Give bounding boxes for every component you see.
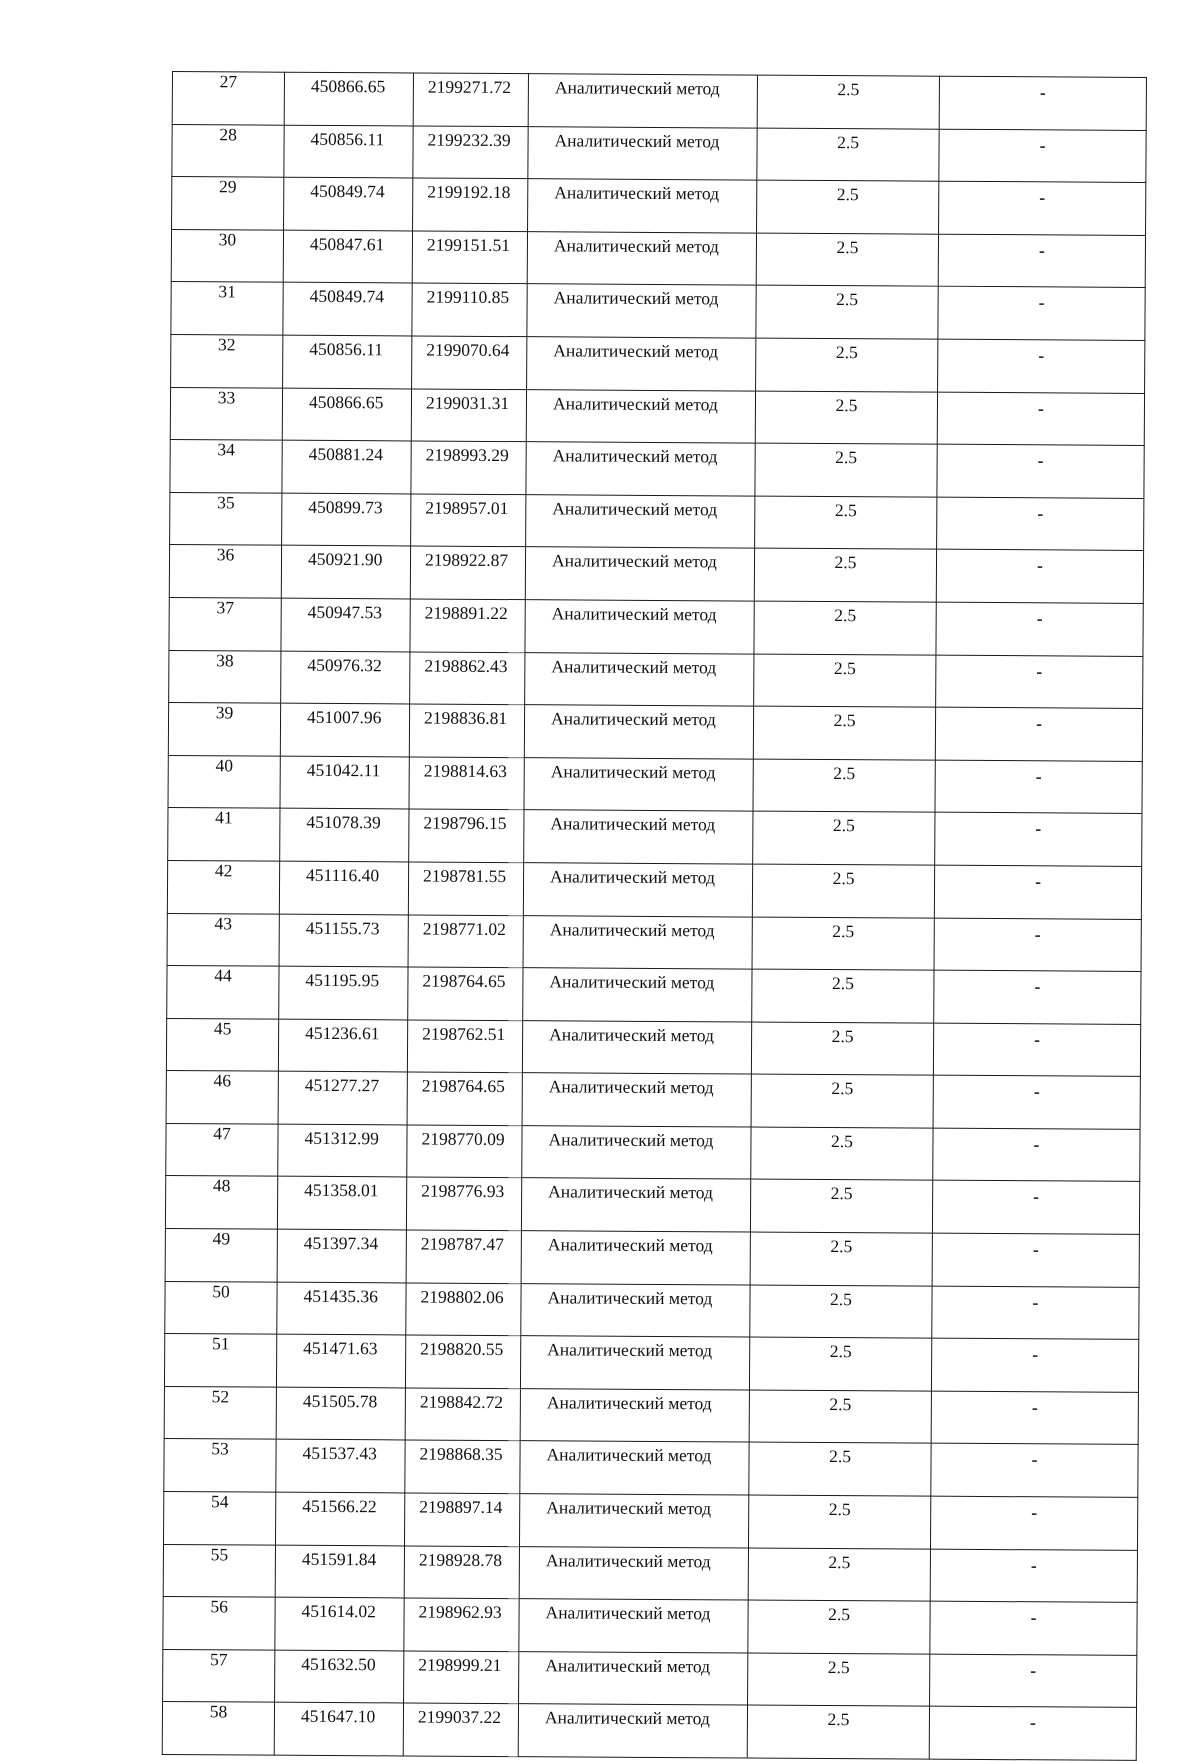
method-cell: Аналитический метод	[522, 1073, 751, 1127]
accuracy-cell: 2.5	[756, 338, 938, 392]
table-row	[169, 597, 1143, 656]
y-coordinate-cell: 2198764.65	[407, 1072, 522, 1125]
x-coordinate-cell: 451078.39	[280, 808, 409, 861]
note-cell: -	[937, 392, 1144, 446]
method-cell: Аналитический метод	[519, 1599, 748, 1653]
y-coordinate-cell: 2198897.14	[404, 1493, 519, 1546]
accuracy-cell: 2.5	[752, 917, 934, 971]
accuracy-cell: 2.5	[756, 285, 938, 339]
note-cell: -	[936, 550, 1143, 604]
table-row	[166, 1123, 1140, 1182]
accuracy-cell: 2.5	[751, 1127, 933, 1181]
method-cell: Аналитический метод	[520, 1441, 749, 1495]
x-coordinate-cell: 450947.53	[281, 598, 410, 651]
note-cell: -	[934, 918, 1141, 972]
accuracy-cell: 2.5	[749, 1390, 931, 1444]
method-cell: Аналитический метод	[528, 126, 757, 180]
method-cell: Аналитический метод	[526, 442, 755, 496]
method-cell: Аналитический метод	[523, 968, 752, 1022]
accuracy-cell: 2.5	[751, 1022, 933, 1076]
table-row	[168, 755, 1142, 814]
y-coordinate-cell: 2199232.39	[413, 126, 528, 179]
point-number-cell: 51	[164, 1334, 276, 1387]
method-cell: Аналитический метод	[526, 389, 755, 443]
note-cell: -	[937, 497, 1144, 551]
x-coordinate-cell: 450856.11	[284, 125, 413, 178]
x-coordinate-cell: 451236.61	[278, 1019, 407, 1072]
x-coordinate-cell: 450866.65	[282, 388, 411, 441]
point-number-cell: 41	[168, 808, 280, 861]
table-row	[164, 1334, 1138, 1393]
method-cell: Аналитический метод	[524, 810, 753, 864]
note-cell: -	[939, 181, 1146, 235]
note-cell: -	[932, 1286, 1139, 1340]
note-cell: -	[933, 1128, 1140, 1182]
point-number-cell: 50	[165, 1281, 277, 1334]
x-coordinate-cell: 450849.74	[283, 283, 412, 336]
point-number-cell: 48	[165, 1176, 277, 1229]
accuracy-cell: 2.5	[749, 1442, 931, 1496]
method-cell: Аналитический метод	[520, 1388, 749, 1442]
x-coordinate-cell: 451116.40	[279, 861, 408, 914]
accuracy-cell: 2.5	[754, 548, 936, 602]
table-row	[163, 1649, 1137, 1708]
table-row	[170, 440, 1144, 499]
y-coordinate-cell: 2198962.93	[404, 1598, 519, 1651]
y-coordinate-cell: 2199271.72	[413, 73, 528, 126]
table-row	[163, 1597, 1137, 1656]
method-cell: Аналитический метод	[520, 1336, 749, 1390]
method-cell: Аналитический метод	[526, 494, 755, 548]
x-coordinate-cell: 450866.65	[284, 72, 413, 125]
table-row	[172, 124, 1146, 183]
note-cell: -	[930, 1654, 1137, 1708]
point-number-cell: 58	[162, 1702, 274, 1755]
y-coordinate-cell: 2198836.81	[409, 704, 524, 757]
method-cell: Аналитический метод	[527, 284, 756, 338]
method-cell: Аналитический метод	[525, 652, 754, 706]
table-row	[170, 492, 1144, 551]
method-cell: Аналитический метод	[522, 1126, 751, 1180]
accuracy-cell: 2.5	[748, 1600, 930, 1654]
point-number-cell: 40	[168, 755, 280, 808]
point-number-cell: 55	[163, 1544, 275, 1597]
method-cell: Аналитический метод	[525, 547, 754, 601]
y-coordinate-cell: 2198868.35	[405, 1440, 520, 1493]
y-coordinate-cell: 2198771.02	[408, 914, 523, 967]
note-cell: -	[931, 1391, 1138, 1445]
table-body	[162, 72, 1146, 1761]
point-number-cell: 36	[169, 545, 281, 598]
point-number-cell: 45	[166, 1018, 278, 1071]
table-row	[162, 1702, 1136, 1761]
note-cell: -	[938, 234, 1145, 288]
point-number-cell: 49	[165, 1229, 277, 1282]
table-row	[171, 334, 1145, 393]
y-coordinate-cell: 2198820.55	[405, 1335, 520, 1388]
method-cell: Аналитический метод	[522, 1020, 751, 1074]
table-row	[170, 387, 1144, 446]
x-coordinate-cell: 451566.22	[275, 1492, 404, 1545]
accuracy-cell: 2.5	[757, 128, 939, 182]
y-coordinate-cell: 2198993.29	[411, 441, 526, 494]
point-number-cell: 52	[164, 1386, 276, 1439]
method-cell: Аналитический метод	[524, 705, 753, 759]
y-coordinate-cell: 2198764.65	[408, 967, 523, 1020]
y-coordinate-cell: 2198781.55	[408, 862, 523, 915]
method-cell: Аналитический метод	[524, 757, 753, 811]
table-row	[171, 282, 1145, 341]
accuracy-cell: 2.5	[752, 864, 934, 918]
x-coordinate-cell: 450847.61	[283, 230, 412, 283]
table-row	[166, 1071, 1140, 1130]
point-number-cell: 39	[168, 703, 280, 756]
method-cell: Аналитический метод	[525, 600, 754, 654]
point-number-cell: 38	[169, 650, 281, 703]
y-coordinate-cell: 2198922.87	[410, 546, 525, 599]
point-number-cell: 53	[164, 1439, 276, 1492]
point-number-cell: 31	[171, 282, 283, 335]
accuracy-cell: 2.5	[750, 1232, 932, 1286]
accuracy-cell: 2.5	[747, 1705, 929, 1759]
note-cell: -	[935, 707, 1142, 761]
table-row	[163, 1544, 1137, 1603]
x-coordinate-cell: 451312.99	[278, 1124, 407, 1177]
method-cell: Аналитический метод	[523, 915, 752, 969]
table-row	[166, 1018, 1140, 1077]
accuracy-cell: 2.5	[756, 233, 938, 287]
point-number-cell: 35	[170, 492, 282, 545]
accuracy-cell: 2.5	[752, 969, 934, 1023]
point-number-cell: 43	[167, 913, 279, 966]
x-coordinate-cell: 451435.36	[277, 1282, 406, 1335]
note-cell: -	[938, 287, 1145, 341]
note-cell: -	[934, 865, 1141, 919]
table-row	[165, 1229, 1139, 1288]
note-cell: -	[931, 1444, 1138, 1498]
table-row	[172, 177, 1146, 236]
method-cell: Аналитический метод	[521, 1283, 750, 1337]
note-cell: -	[939, 129, 1146, 183]
y-coordinate-cell: 2199031.31	[411, 389, 526, 442]
table-row	[164, 1439, 1138, 1498]
x-coordinate-cell: 450881.24	[282, 440, 411, 493]
x-coordinate-cell: 451632.50	[275, 1650, 404, 1703]
table-row	[165, 1176, 1139, 1235]
y-coordinate-cell: 2199151.51	[412, 231, 527, 284]
x-coordinate-cell: 451277.27	[278, 1071, 407, 1124]
accuracy-cell: 2.5	[755, 391, 937, 445]
x-coordinate-cell: 450849.74	[284, 177, 413, 230]
table-row	[164, 1492, 1138, 1551]
x-coordinate-cell: 451505.78	[276, 1387, 405, 1440]
accuracy-cell: 2.5	[748, 1548, 930, 1602]
note-cell: -	[936, 602, 1143, 656]
x-coordinate-cell: 451397.34	[277, 1229, 406, 1282]
y-coordinate-cell: 2199192.18	[413, 178, 528, 231]
note-cell: -	[931, 1338, 1138, 1392]
y-coordinate-cell: 2198762.51	[407, 1020, 522, 1073]
method-cell: Аналитический метод	[519, 1494, 748, 1548]
accuracy-cell: 2.5	[749, 1337, 931, 1391]
accuracy-cell: 2.5	[751, 1074, 933, 1128]
method-cell: Аналитический метод	[527, 231, 756, 285]
y-coordinate-cell: 2198842.72	[405, 1388, 520, 1441]
x-coordinate-cell: 450899.73	[282, 493, 411, 546]
note-cell: -	[934, 970, 1141, 1024]
note-cell: -	[930, 1496, 1137, 1550]
point-number-cell: 57	[163, 1649, 275, 1702]
method-cell: Аналитический метод	[523, 863, 752, 917]
table-row	[169, 650, 1143, 709]
method-cell: Аналитический метод	[528, 179, 757, 233]
x-coordinate-cell: 451471.63	[276, 1334, 405, 1387]
accuracy-cell: 2.5	[748, 1653, 930, 1707]
x-coordinate-cell: 451358.01	[277, 1177, 406, 1230]
table-row	[168, 703, 1142, 762]
y-coordinate-cell: 2198891.22	[410, 599, 525, 652]
x-coordinate-cell: 451042.11	[280, 756, 409, 809]
point-number-cell: 33	[170, 387, 282, 440]
point-number-cell: 37	[169, 597, 281, 650]
note-cell: -	[933, 1023, 1140, 1077]
note-cell: -	[938, 339, 1145, 393]
x-coordinate-cell: 451647.10	[274, 1703, 403, 1756]
accuracy-cell: 2.5	[753, 706, 935, 760]
x-coordinate-cell: 450976.32	[281, 651, 410, 704]
x-coordinate-cell: 451195.95	[279, 966, 408, 1019]
x-coordinate-cell: 451007.96	[280, 703, 409, 756]
method-cell: Аналитический метод	[527, 337, 756, 391]
table-row	[169, 545, 1143, 604]
table-row	[164, 1386, 1138, 1445]
accuracy-cell: 2.5	[748, 1495, 930, 1549]
point-number-cell: 30	[171, 229, 283, 282]
x-coordinate-cell: 451591.84	[275, 1545, 404, 1598]
point-number-cell: 42	[167, 860, 279, 913]
point-number-cell: 47	[166, 1123, 278, 1176]
x-coordinate-cell: 451155.73	[279, 914, 408, 967]
coordinates-table	[162, 71, 1147, 1761]
point-number-cell: 32	[171, 334, 283, 387]
y-coordinate-cell: 2198862.43	[410, 651, 525, 704]
note-cell: -	[933, 1075, 1140, 1129]
note-cell: -	[929, 1707, 1136, 1761]
method-cell: Аналитический метод	[519, 1651, 748, 1705]
accuracy-cell: 2.5	[755, 443, 937, 497]
y-coordinate-cell: 2198770.09	[407, 1125, 522, 1178]
accuracy-cell: 2.5	[757, 180, 939, 234]
y-coordinate-cell: 2198802.06	[406, 1283, 521, 1336]
x-coordinate-cell: 450921.90	[281, 546, 410, 599]
table-row	[171, 229, 1145, 288]
note-cell: -	[932, 1233, 1139, 1287]
method-cell: Аналитический метод	[521, 1231, 750, 1285]
table-row	[167, 860, 1141, 919]
point-number-cell: 28	[172, 124, 284, 177]
y-coordinate-cell: 2198999.21	[404, 1651, 519, 1704]
note-cell: -	[935, 760, 1142, 814]
table-row	[167, 913, 1141, 972]
y-coordinate-cell: 2198787.47	[406, 1230, 521, 1283]
point-number-cell: 46	[166, 1071, 278, 1124]
method-cell: Аналитический метод	[518, 1704, 747, 1758]
accuracy-cell: 2.5	[755, 496, 937, 550]
y-coordinate-cell: 2198957.01	[411, 494, 526, 547]
accuracy-cell: 2.5	[754, 654, 936, 708]
y-coordinate-cell: 2198776.93	[406, 1177, 521, 1230]
point-number-cell: 54	[164, 1492, 276, 1545]
note-cell: -	[939, 76, 1146, 130]
point-number-cell: 34	[170, 440, 282, 493]
accuracy-cell: 2.5	[753, 811, 935, 865]
point-number-cell: 44	[167, 966, 279, 1019]
table-row	[172, 72, 1146, 131]
x-coordinate-cell: 451537.43	[276, 1440, 405, 1493]
accuracy-cell: 2.5	[750, 1285, 932, 1339]
note-cell: -	[930, 1601, 1137, 1655]
x-coordinate-cell: 450856.11	[283, 335, 412, 388]
table-row	[165, 1281, 1139, 1340]
x-coordinate-cell: 451614.02	[275, 1597, 404, 1650]
table-row	[167, 966, 1141, 1025]
point-number-cell: 29	[172, 177, 284, 230]
note-cell: -	[930, 1549, 1137, 1603]
method-cell: Аналитический метод	[528, 74, 757, 128]
point-number-cell: 56	[163, 1597, 275, 1650]
accuracy-cell: 2.5	[757, 75, 939, 129]
note-cell: -	[937, 444, 1144, 498]
accuracy-cell: 2.5	[753, 759, 935, 813]
y-coordinate-cell: 2198796.15	[409, 809, 524, 862]
y-coordinate-cell: 2198928.78	[404, 1546, 519, 1599]
method-cell: Аналитический метод	[521, 1178, 750, 1232]
y-coordinate-cell: 2199110.85	[412, 283, 527, 336]
note-cell: -	[935, 812, 1142, 866]
note-cell: -	[932, 1181, 1139, 1235]
y-coordinate-cell: 2199037.22	[403, 1703, 518, 1756]
method-cell: Аналитический метод	[519, 1546, 748, 1600]
note-cell: -	[936, 655, 1143, 709]
y-coordinate-cell: 2198814.63	[409, 757, 524, 810]
y-coordinate-cell: 2199070.64	[412, 336, 527, 389]
point-number-cell: 27	[172, 72, 284, 125]
accuracy-cell: 2.5	[754, 601, 936, 655]
table-row	[168, 808, 1142, 867]
accuracy-cell: 2.5	[750, 1180, 932, 1234]
